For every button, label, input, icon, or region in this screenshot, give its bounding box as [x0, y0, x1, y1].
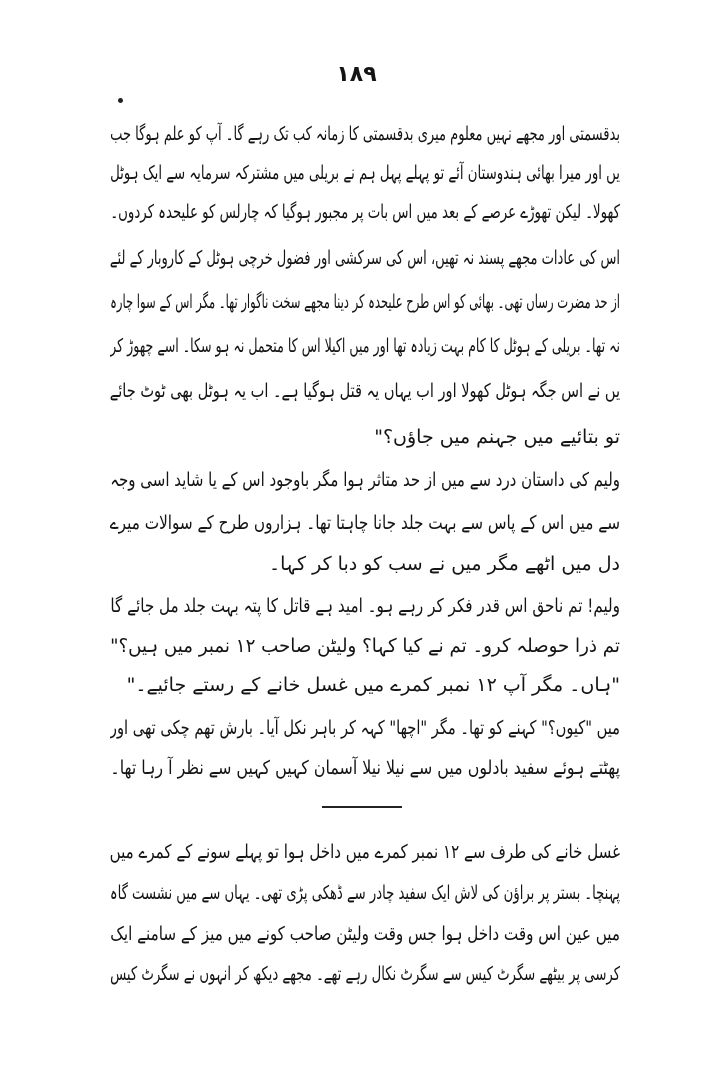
margin-dot [118, 98, 123, 103]
text-line: نہ تھا۔ بریلی کے ہوٹل کا کام بہت زیادہ تھا اور میں اکیلا اس کا متحمل نہ ہو سکا۔ اسے چھوڑ کر [110, 335, 620, 357]
text-line: تو بتائیے میں جہنم میں جاؤں؟" [374, 426, 620, 448]
page-number: ١٨٩ [336, 62, 377, 87]
text-line: میں "کیوں؟" کہنے کو تھا۔ مگر "اچھا" کہہ کر باہر نکل آیا۔ بارش تھم چکی تھی اور [110, 717, 620, 739]
section-divider [322, 806, 402, 808]
text-line: دل میں اٹھے مگر میں نے سب کو دبا کر کہا۔ [268, 553, 620, 575]
text-line: ولیم! تم ناحق اس قدر فکر کر رہے ہو۔ امید ہے قاتل کا پتہ بہت جلد مل جائے گا [110, 595, 620, 617]
text-line: ولیم کی داستان درد سے میں از حد متاثر ہوا مگر باوجود اس کے یا شاید اسی وجہ [110, 469, 620, 491]
text-line: "ہاں۔ مگر آپ ۱۲ نمبر کمرے میں غسل خانے کے رستے جائیے۔" [126, 674, 620, 696]
text-line: اس کی عادات مجھے پسند نہ تھیں، اس کی سرکشی اور فضول خرچی ہوٹل کے کاروبار کے لئے [110, 247, 620, 269]
text-line: پہنچا۔ بستر پر براؤن کی لاش ایک سفید چادر سے ڈھکی پڑی تھی۔ یہاں سے میں نشست گاہ [110, 882, 620, 904]
text-line: از حد مضرت رساں تھی۔ بھائی کو اس طرح علیحدہ کر دینا مجھے سخت ناگوار تھا۔ مگر اس کے سوا چارہ [110, 291, 620, 313]
text-line: سے میں اس کے پاس سے بہت جلد جانا چاہتا تھا۔ ہزاروں طرح کے سوالات میرے [110, 512, 620, 534]
text-line: کھولا۔ لیکن تھوڑے عرصے کے بعد میں اس بات پر مجبور ہوگیا کہ چارلس کو علیحدہ کردوں۔ [110, 201, 620, 223]
text-line: کرسی پر بیٹھے سگرٹ کیس سے سگرٹ نکال رہے تھے۔ مجھے دیکھ کر انہوں نے سگرٹ کیس [110, 963, 620, 985]
text-line: پھٹتے ہوئے سفید بادلوں میں سے نیلا نیلا آسمان کہیں کہیں سے نظر آ رہا تھا۔ [110, 757, 620, 779]
text-line: یں نے اس جگہ ہوٹل کھولا اور اب یہاں یہ قتل ہوگیا ہے۔ اب یہ ہوٹل بھی ٹوٹ جائے [109, 380, 620, 402]
text-line: میں عین اس وقت داخل ہوا جس وقت ولیٹن صاحب کونے میں میز کے سامنے ایک [110, 923, 620, 945]
text-line: بدقسمتی اور مجھے نہیں معلوم میری بدقسمتی کا زمانہ کب تک رہے گا۔ آپ کو علم ہوگا جب [110, 123, 620, 145]
text-line: تم ذرا حوصلہ کرو۔ تم نے کیا کہا؟ ولیٹن صاحب ۱۲ نمبر میں ہیں؟" [110, 635, 620, 657]
text-line: یں اور میرا بھائی ہندوستان آئے تو پہلے پہل ہم نے بریلی میں مشترکہ سرمایہ سے ایک ہوٹل [110, 162, 620, 184]
text-line: غسل خانے کی طرف سے ۱۲ نمبر کمرے میں داخل ہوا تو پہلے سونے کے کمرے میں [109, 841, 620, 863]
